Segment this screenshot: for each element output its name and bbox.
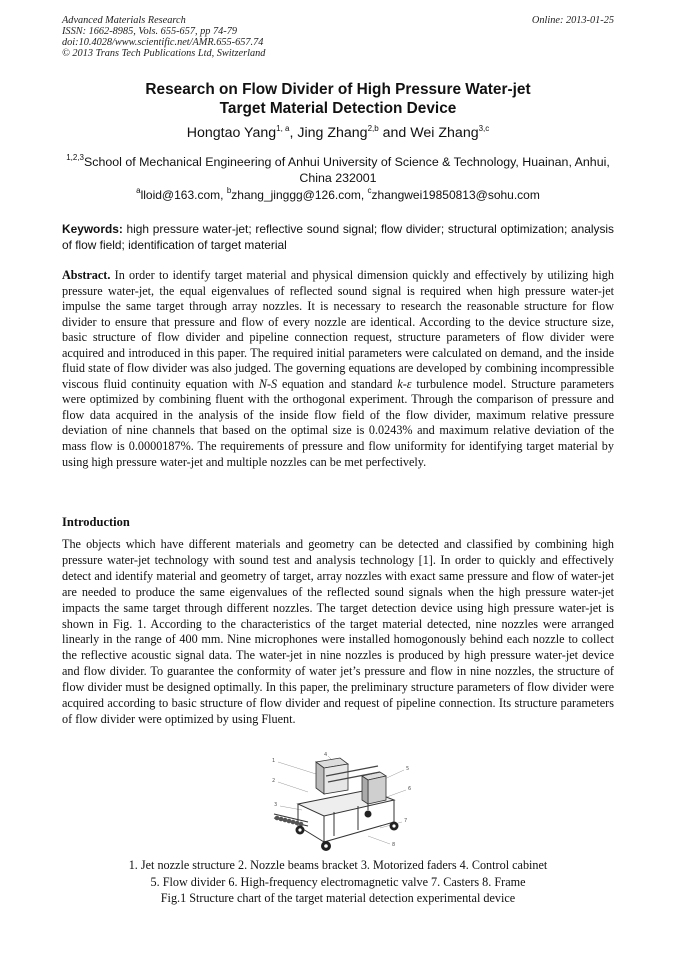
introduction-heading: Introduction [62, 515, 130, 529]
caption-legend-line-1: 1. Jet nozzle structure 2. Nozzle beams bracket 3. Motorized faders 4. Control cabinet [128, 858, 548, 872]
keywords-paragraph [62, 221, 614, 253]
email-c: zhangwei19850813@sohu.com [371, 188, 540, 202]
paper-title [62, 80, 614, 118]
author-3-sup: 3,c [478, 124, 490, 133]
keywords-label: Keywords: [62, 222, 123, 236]
caption-legend-line-2: 5. Flow divider 6. High-frequency electromagnetic valve 7. Casters 8. Frame [150, 874, 526, 889]
publication-header [62, 15, 265, 59]
author-2: Jing Zhang [297, 125, 368, 141]
abstract-text-1: In order to identify target material and physical dimension quickly and effectively by utilizing high pressure water-jet, the equal eigenvalues of reflected sound signal is required when high pressure water-jet impulse the same target through array nozzles. It is necessary to research the reasonable structure for flow divider to ensure that pressure and flow of every nozzle are identical. According to the device structure size, basic structure of flow divider and pipeline connection request, structure parameters of flow divider were acquired and introduced in this paper. The required initial parameters were calculated on demand, and the inside fluid state of flow divider was also judged. The governing equations are developed by combining incompressible viscous fluid continuity equation with [62, 268, 614, 391]
author-sep-2: and [378, 125, 411, 141]
journal-name: Advanced Materials Research [62, 15, 186, 26]
figure-caption [62, 857, 614, 907]
author-1: Hongtao Yang [186, 125, 277, 141]
email-b-sup: b [226, 186, 232, 195]
email-a-sup: a [136, 186, 141, 195]
figure-label-8: 8 [392, 842, 396, 848]
online-date: Online: 2013-01-25 [531, 15, 614, 26]
figure-label-5: 5 [406, 766, 410, 772]
author-sep-1: , [289, 125, 298, 141]
issn-line: ISSN: 1662-8985, Vols. 655-657, pp 74-79 [62, 26, 238, 37]
abstract-ns: N-S [258, 376, 278, 391]
device-structure-figure [268, 752, 416, 854]
figure-label-6: 6 [408, 786, 412, 792]
introduction-paragraph: The objects which have different materials and geometry can be detected and classified by combining high pressure water-jet technology with sound test and analysis technology [1]. In order to quickly and effectively detect and identify material and geometry of target, array nozzles with exact same pressure and flow of water-jet are needed to produce the same eigenvalues of the reflected sound signals when the high pressure water-jet impacts the same target through different nozzles. The target detection device using high pressure water-jet is shown in Fig. 1. According to the characteristics of the target material detected, nine nozzles were arranged linearly in the range of 400 mm. Nine microphones were installed homogonously behind each nozzle to collect the reflective acoustic signal data. The water-jet in nine nozzles is produced by high pressure water-jet device and flow divider. To guarantee the conformity of water jet’s pressure and flow in nine nozzles, the structure of flow divider must be designed optimally. In this paper, the preliminary structure parameters of flow divider were acquired according to basic structure of flow divider and request of pipeline connection. Its structure parameters of flow divider were optimized by using Fluent. [62, 537, 614, 726]
figure-label-7: 7 [404, 818, 408, 824]
figure-label-1: 1 [272, 758, 276, 764]
doi-line: doi:10.4028/www.scientific.net/AMR.655-657.74 [62, 37, 264, 48]
affiliation-sup: 1,2,3 [66, 153, 84, 162]
abstract-paragraph [62, 268, 614, 470]
title-line-2: Target Material Detection Device [219, 100, 457, 117]
affiliation-text: School of Mechanical Engineering of Anhui University of Science & Technology, Huainan, Anhui, China 232001 [84, 155, 610, 185]
email-a: lloid@163.com, [140, 188, 227, 202]
author-emails [62, 186, 614, 202]
caption-title: Fig.1 Structure chart of the target material detection experimental device [160, 891, 516, 905]
abstract-ke: k-ε [397, 376, 412, 391]
email-b: zhang_jinggg@126.com, [231, 188, 368, 202]
author-1-sup: 1, a [276, 124, 290, 133]
affiliation [62, 150, 614, 186]
copyright-line: © 2013 Trans Tech Publications Ltd, Switzerland [62, 48, 266, 59]
keywords-text: high pressure water-jet; reflective sound signal; flow divider; structural optimization; analysis of flow field; identification of target material [62, 222, 614, 252]
title-line-1: Research on Flow Divider of High Pressure Water-jet [145, 81, 531, 98]
abstract-text-2: equation and standard [277, 376, 398, 391]
abstract-text-3: turbulence model. Structure parameters were optimized by combining fluent with the orthogonal experiment. Through the comparison of pressure and flow data acquired in the analysis of the inside flow field of the flow divider, maximum relative pressure deviation of nine channels that based on the optimal size is 0.0243% and maximum relative deviation of the mass flow is 0.0000187%. The requirements of pressure and flow uniformity for identifying target material by using high pressure water-jet and multiple nozzles can be met perfectively. [62, 376, 615, 469]
figure-label-2: 2 [272, 778, 276, 784]
figure-label-4: 4 [324, 752, 328, 758]
author-2-sup: 2,b [367, 124, 379, 133]
figure-label-3: 3 [274, 802, 278, 808]
author-list [62, 124, 614, 141]
email-c-sup: c [367, 186, 372, 195]
author-3: Wei Zhang [410, 125, 479, 141]
abstract-label: Abstract. [62, 268, 111, 282]
